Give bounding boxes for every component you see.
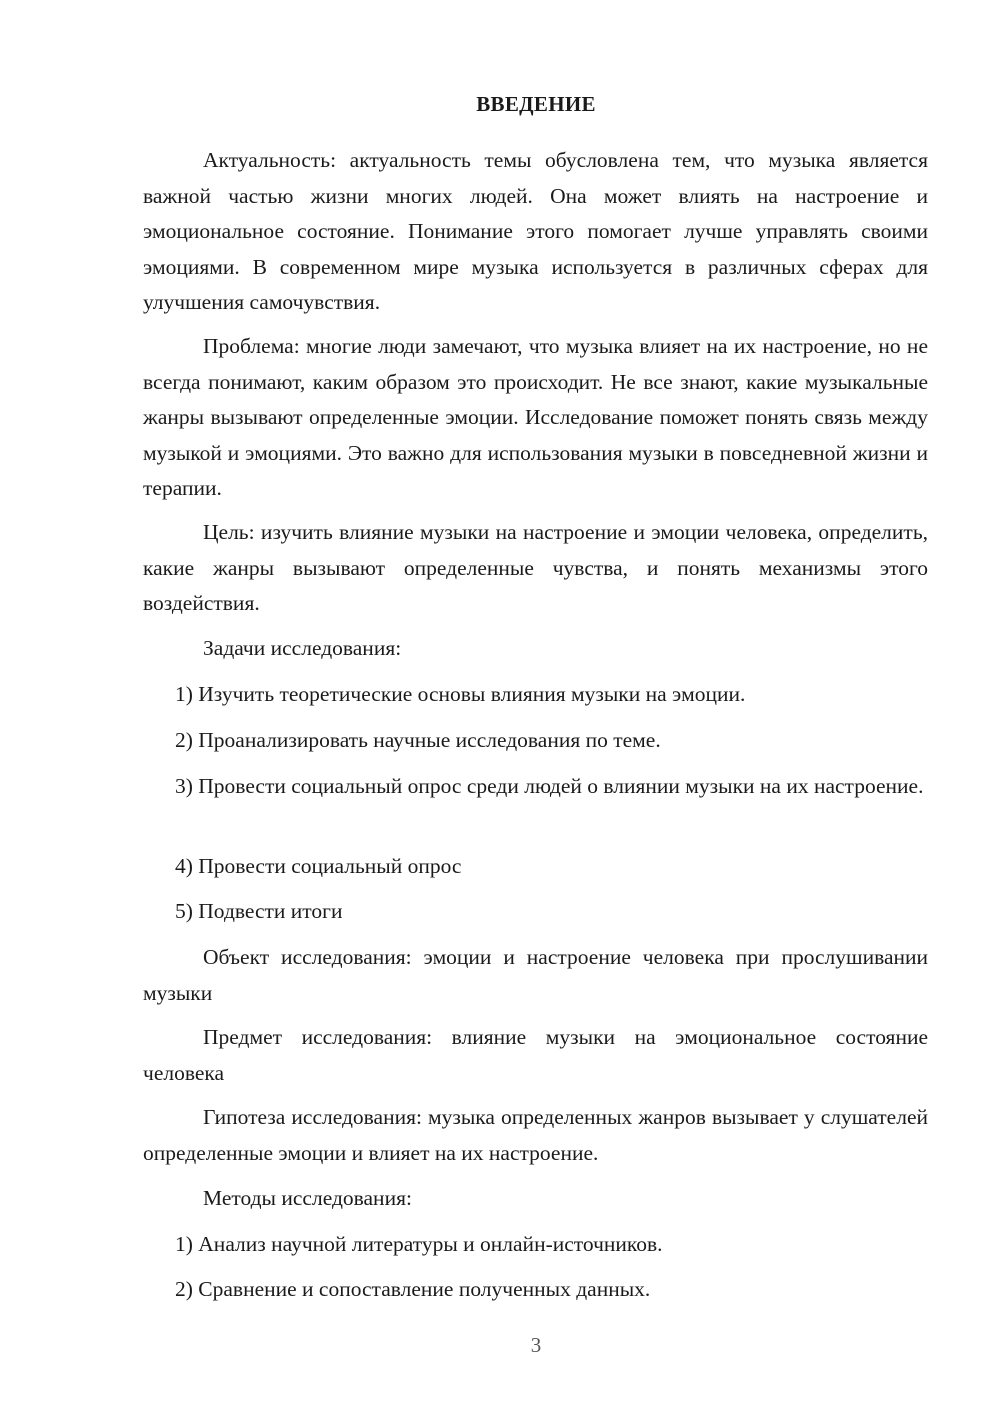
object-paragraph: Объект исследования: эмоции и настроение человека при прослушивании музыки bbox=[143, 945, 928, 1005]
hypothesis-paragraph: Гипотеза исследования: музыка определенных жанров вызывает у слушателей определенные эмоции и влияет на их настроение. bbox=[143, 1105, 928, 1165]
subject-paragraph: Предмет исследования: влияние музыки на эмоциональное состояние человека bbox=[143, 1025, 928, 1085]
goal-paragraph: Цель: изучить влияние музыки на настроение и эмоции человека, определить, какие жанры вызывают определенные чувства, и понять механизмы этого воздействия. bbox=[143, 520, 928, 615]
task-item: 1) Изучить теоретические основы влияния музыки на эмоции. bbox=[175, 682, 746, 706]
task-item: 3) Провести социальный опрос среди людей о влиянии музыки на их настроение. bbox=[175, 774, 924, 798]
task-item: 4) Провести социальный опрос bbox=[175, 854, 462, 878]
method-item: 2) Сравнение и сопоставление полученных данных. bbox=[175, 1277, 651, 1301]
task-item: 5) Подвести итоги bbox=[175, 899, 343, 923]
methods-heading: Методы исследования: bbox=[203, 1186, 412, 1210]
method-item: 1) Анализ научной литературы и онлайн-источников. bbox=[175, 1232, 663, 1256]
task-item: 2) Проанализировать научные исследования по теме. bbox=[175, 728, 661, 752]
page-number: 3 bbox=[530, 1333, 542, 1357]
problem-paragraph: Проблема: многие люди замечают, что музыка влияет на их настроение, но не всегда понимают, каким образом это происходит. Не все знают, какие музыкальные жанры вызывают определенные эмоции. Исследование поможет понять связь между музыкой и эмоциями. Это важно для использования музыки в повседневной жизни и терапии. bbox=[143, 334, 928, 500]
tasks-heading: Задачи исследования: bbox=[203, 636, 402, 660]
relevance-paragraph: Актуальность: актуальность темы обусловлена тем, что музыка является важной частью жизни многих людей. Она может влиять на настроение и эмоциональное состояние. Понимание этого помогает лучше управлять своими эмоциями. В современном мире музыка используется в различных сферах для улучшения самочувствия. bbox=[143, 148, 928, 314]
page-title: ВВЕДЕНИЕ bbox=[476, 92, 596, 116]
